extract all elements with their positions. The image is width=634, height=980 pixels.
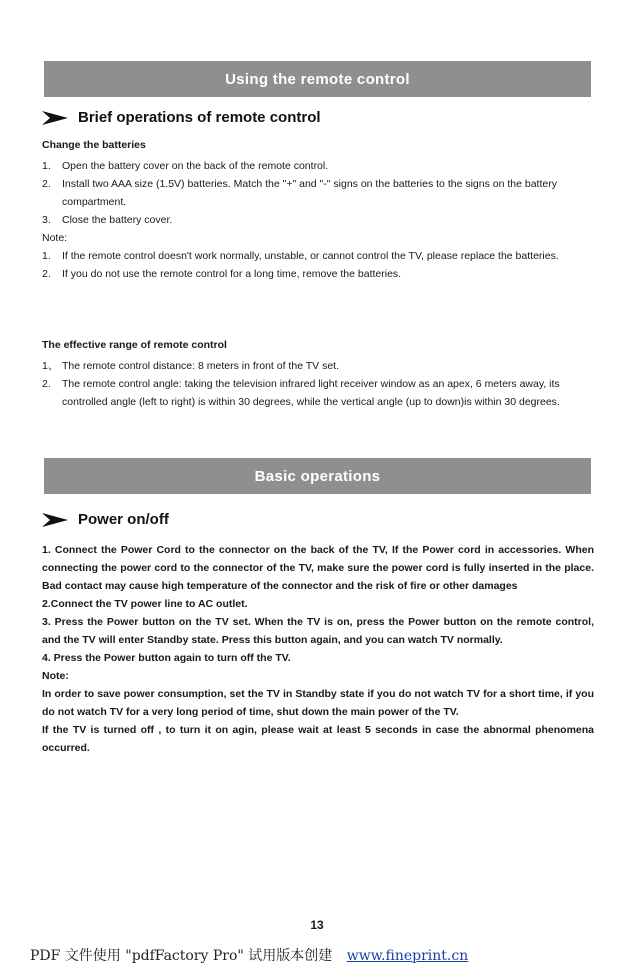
item-number: 1. bbox=[42, 250, 51, 262]
paragraph: If the TV is turned off , to turn it on agin, please wait at least 5 seconds in case the abnormal phenomena occurred. bbox=[42, 724, 594, 754]
arrow-bullet-icon bbox=[42, 513, 68, 527]
section-title-text: Power on/off bbox=[78, 511, 169, 528]
list-item bbox=[42, 157, 594, 175]
batteries-block bbox=[42, 136, 594, 283]
banner-title: Using the remote control bbox=[225, 70, 410, 88]
footer-text: PDF 文件使用 "pdfFactory Pro" 试用版本创建 bbox=[30, 948, 333, 964]
section-title-brief-operations bbox=[42, 109, 321, 126]
paragraph: 4. Press the Power button again to turn off the TV. bbox=[42, 652, 291, 664]
power-block bbox=[42, 541, 594, 757]
footer-link[interactable]: www.fineprint.cn bbox=[346, 948, 469, 964]
list-item bbox=[42, 357, 594, 375]
item-number: 1. bbox=[42, 160, 51, 172]
range-block bbox=[42, 336, 594, 411]
arrow-bullet-icon bbox=[42, 111, 68, 125]
item-text: The remote control angle: taking the television infrared light receiver window as an apex, 6 meters away, its controlled angle (left to right) is within 30 degrees, while the vertical angle (up to down)is within 30 degrees. bbox=[62, 378, 560, 408]
list-item bbox=[42, 175, 594, 211]
item-text: Close the battery cover. bbox=[62, 214, 173, 226]
section-title-text: Brief operations of remote control bbox=[78, 109, 321, 126]
item-number: 2. bbox=[42, 268, 51, 280]
list-item bbox=[42, 265, 594, 283]
note-label: Note: bbox=[42, 232, 68, 244]
item-text: Install two AAA size (1.5V) batteries. Match the "+" and "-" signs on the batteries to the signs on the battery compartment. bbox=[62, 178, 557, 208]
section-title-power bbox=[42, 511, 169, 528]
section-banner-basic-operations bbox=[44, 458, 591, 494]
list-item bbox=[42, 247, 594, 265]
banner-title: Basic operations bbox=[254, 467, 381, 485]
paragraph: In order to save power consumption, set the TV in Standby state if you do not watch TV for a short time, if you do not watch TV for a very long period of time, shut down the main power of the TV. bbox=[42, 688, 594, 718]
page-number: 13 bbox=[310, 918, 324, 932]
paragraph: 3. Press the Power button on the TV set. When the TV is on, press the Power button on the remote control, and the TV will enter Standby state. Press this button again, and you can watch TV normally. bbox=[42, 616, 594, 646]
item-number: 1、 bbox=[42, 360, 59, 372]
list-item bbox=[42, 211, 594, 229]
item-text: If the remote control doesn't work normally, unstable, or cannot control the TV, please replace the batteries. bbox=[62, 250, 559, 262]
item-number: 2. bbox=[42, 378, 51, 390]
item-text: Open the battery cover on the back of the remote control. bbox=[62, 160, 329, 172]
footer bbox=[30, 945, 468, 965]
section-banner-remote-control bbox=[44, 61, 591, 97]
paragraph: 1. Connect the Power Cord to the connector on the back of the TV, If the Power cord in accessories. When connecting the power cord to the connector of the TV, make sure the power cord is fully inserted in the place. Bad contact may cause high temperature of the connector and the risk of fire or other damages bbox=[42, 544, 594, 592]
range-heading: The effective range of remote control bbox=[42, 339, 227, 351]
item-text: If you do not use the remote control for a long time, remove the batteries. bbox=[62, 268, 402, 280]
note-label: Note: bbox=[42, 670, 69, 682]
list-item bbox=[42, 375, 594, 411]
batteries-heading: Change the batteries bbox=[42, 139, 146, 151]
paragraph: 2.Connect the TV power line to AC outlet. bbox=[42, 598, 248, 610]
item-text: The remote control distance: 8 meters in front of the TV set. bbox=[62, 360, 340, 372]
item-number: 2. bbox=[42, 178, 51, 190]
item-number: 3. bbox=[42, 214, 51, 226]
